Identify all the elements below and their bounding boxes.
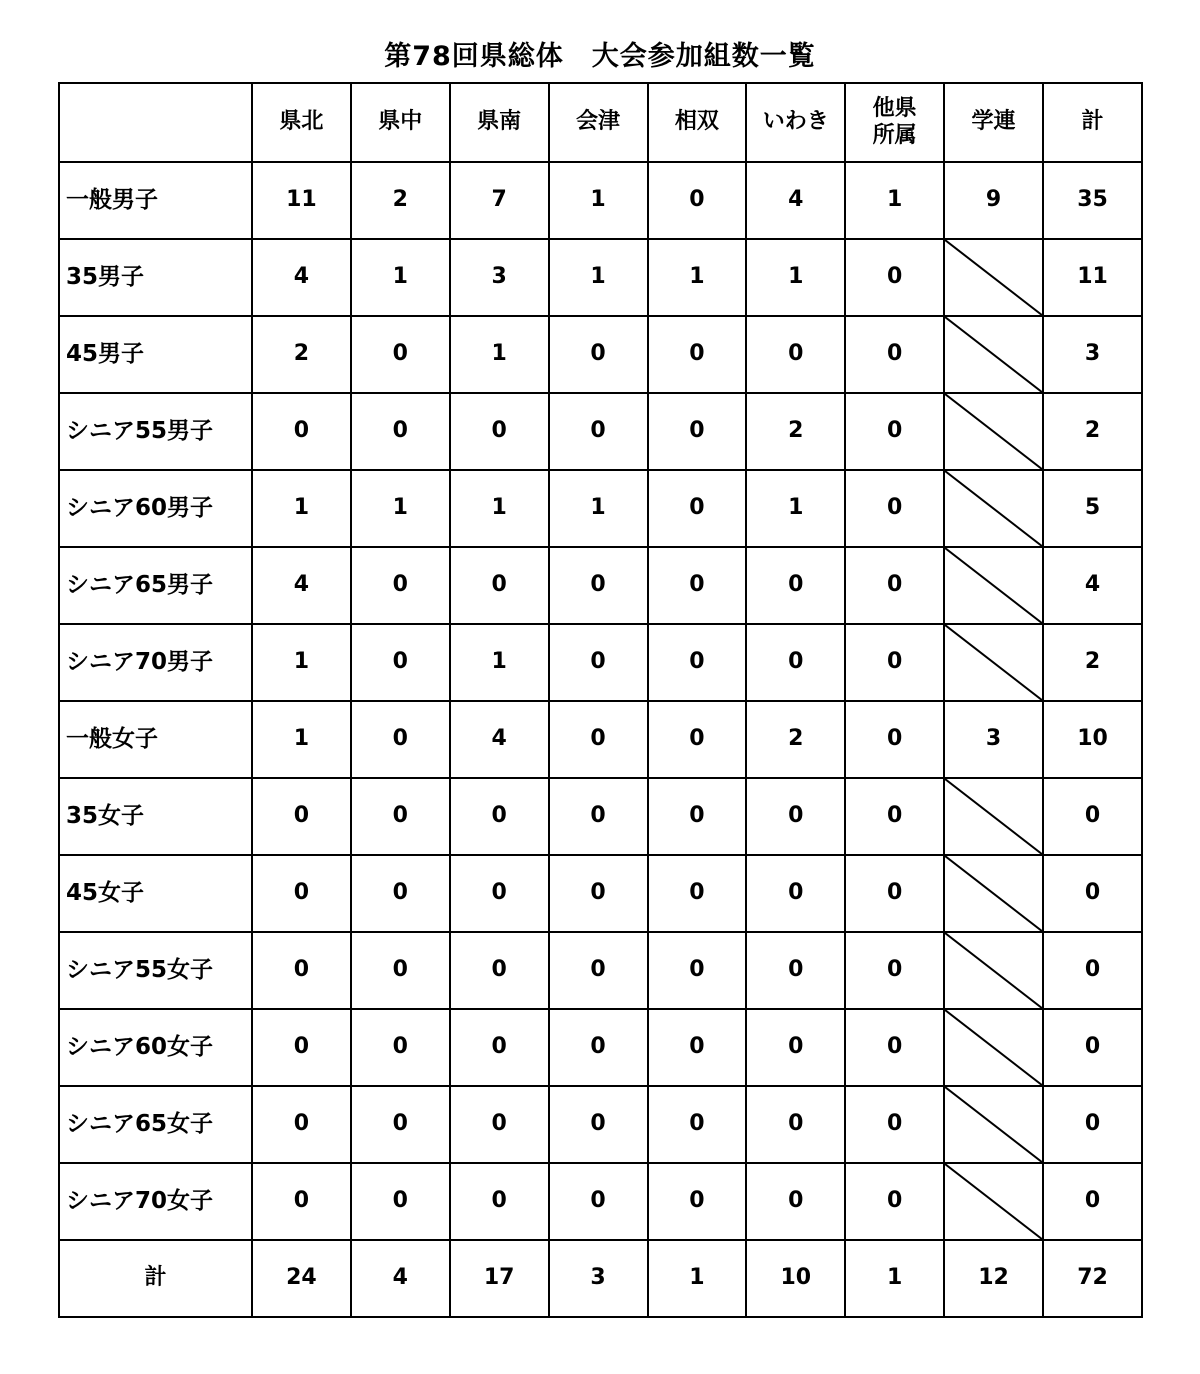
column-header: いわき — [746, 83, 845, 162]
table-cell: 0 — [450, 932, 549, 1009]
table-cell: 11 — [1043, 239, 1142, 316]
header-corner — [59, 83, 252, 162]
table-cell: 0 — [252, 855, 351, 932]
table-cell: 9 — [944, 162, 1043, 239]
table-cell: 1 — [845, 162, 944, 239]
empty-cell-slash — [944, 316, 1043, 393]
empty-cell-slash — [944, 1163, 1043, 1240]
table-cell: 0 — [845, 470, 944, 547]
total-row — [59, 1240, 1142, 1317]
table-cell: 2 — [1043, 624, 1142, 701]
table-cell: 1 — [252, 624, 351, 701]
table-cell: 0 — [1043, 855, 1142, 932]
table-cell: 0 — [1043, 1163, 1142, 1240]
empty-cell-slash — [944, 932, 1043, 1009]
table-cell: 0 — [549, 1009, 648, 1086]
total-cell: 3 — [549, 1240, 648, 1317]
table-cell: 0 — [252, 932, 351, 1009]
table-cell: 3 — [450, 239, 549, 316]
table-cell: 0 — [746, 932, 845, 1009]
table-cell: 0 — [450, 1163, 549, 1240]
table-cell: 0 — [450, 1086, 549, 1163]
table-cell: 0 — [845, 547, 944, 624]
table-cell: 0 — [746, 1086, 845, 1163]
row-label: シニア70女子 — [59, 1163, 252, 1240]
table-cell: 0 — [450, 1009, 549, 1086]
table-cell: 4 — [746, 162, 845, 239]
table-cell: 4 — [252, 239, 351, 316]
table-row — [59, 470, 1142, 547]
table-row — [59, 162, 1142, 239]
row-label: 35女子 — [59, 778, 252, 855]
column-header: 計 — [1043, 83, 1142, 162]
table-cell: 0 — [351, 1163, 450, 1240]
table-cell: 0 — [351, 624, 450, 701]
table-cell: 4 — [1043, 547, 1142, 624]
table-cell: 0 — [648, 1086, 747, 1163]
column-header: 会津 — [549, 83, 648, 162]
table-cell: 0 — [648, 547, 747, 624]
table-cell: 0 — [450, 393, 549, 470]
table-cell: 0 — [648, 855, 747, 932]
table-cell: 11 — [252, 162, 351, 239]
empty-cell-slash — [944, 855, 1043, 932]
table-cell: 1 — [549, 470, 648, 547]
table-cell: 5 — [1043, 470, 1142, 547]
table-row — [59, 932, 1142, 1009]
row-label: シニア65男子 — [59, 547, 252, 624]
empty-cell-slash — [944, 624, 1043, 701]
table-cell: 0 — [845, 239, 944, 316]
table-cell: 0 — [450, 547, 549, 624]
table-cell: 0 — [351, 316, 450, 393]
table-cell: 0 — [648, 470, 747, 547]
table-cell: 1 — [351, 470, 450, 547]
table-row — [59, 239, 1142, 316]
empty-cell-slash — [944, 778, 1043, 855]
total-cell: 72 — [1043, 1240, 1142, 1317]
empty-cell-slash — [944, 1086, 1043, 1163]
table-row — [59, 316, 1142, 393]
table-row — [59, 624, 1142, 701]
table-cell: 1 — [252, 470, 351, 547]
table-cell: 0 — [746, 316, 845, 393]
table-cell: 1 — [746, 239, 845, 316]
table-cell: 0 — [648, 162, 747, 239]
total-cell: 1 — [845, 1240, 944, 1317]
row-label: 一般男子 — [59, 162, 252, 239]
table-cell: 0 — [845, 624, 944, 701]
empty-cell-slash — [944, 547, 1043, 624]
column-header: 相双 — [648, 83, 747, 162]
row-label: シニア65女子 — [59, 1086, 252, 1163]
table-cell: 0 — [351, 1009, 450, 1086]
header-row — [59, 83, 1142, 162]
table-cell: 1 — [746, 470, 845, 547]
total-cell: 12 — [944, 1240, 1043, 1317]
table-cell: 0 — [549, 547, 648, 624]
table-cell: 0 — [845, 855, 944, 932]
participation-table — [58, 82, 1143, 1318]
table-cell: 0 — [648, 624, 747, 701]
empty-cell-slash — [944, 393, 1043, 470]
table-row — [59, 1163, 1142, 1240]
table-cell: 1 — [648, 239, 747, 316]
table-cell: 4 — [252, 547, 351, 624]
table-cell: 0 — [845, 778, 944, 855]
table-cell: 3 — [944, 701, 1043, 778]
table-cell: 2 — [1043, 393, 1142, 470]
table-cell: 0 — [549, 1163, 648, 1240]
table-cell: 0 — [351, 855, 450, 932]
row-label: シニア70男子 — [59, 624, 252, 701]
row-label: シニア60女子 — [59, 1009, 252, 1086]
table-cell: 0 — [450, 778, 549, 855]
table-cell: 1 — [450, 470, 549, 547]
table-row — [59, 1009, 1142, 1086]
table-cell: 0 — [351, 1086, 450, 1163]
table-cell: 7 — [450, 162, 549, 239]
table-row — [59, 778, 1142, 855]
empty-cell-slash — [944, 239, 1043, 316]
table-cell: 0 — [648, 1163, 747, 1240]
table-cell: 2 — [252, 316, 351, 393]
table-row — [59, 547, 1142, 624]
table-cell: 0 — [1043, 1009, 1142, 1086]
table-cell: 1 — [549, 239, 648, 316]
table-cell: 2 — [746, 393, 845, 470]
table-cell: 0 — [252, 393, 351, 470]
total-label: 計 — [59, 1240, 252, 1317]
table-cell: 0 — [845, 932, 944, 1009]
table-cell: 0 — [648, 701, 747, 778]
table-cell: 0 — [648, 778, 747, 855]
table-cell: 0 — [845, 316, 944, 393]
total-cell: 10 — [746, 1240, 845, 1317]
table-cell: 0 — [648, 1009, 747, 1086]
table-cell: 3 — [1043, 316, 1142, 393]
table-row — [59, 855, 1142, 932]
table-cell: 0 — [549, 316, 648, 393]
table-cell: 0 — [549, 624, 648, 701]
table-cell: 0 — [746, 1163, 845, 1240]
table-cell: 35 — [1043, 162, 1142, 239]
row-label: 45男子 — [59, 316, 252, 393]
table-cell: 0 — [351, 932, 450, 1009]
table-cell: 2 — [746, 701, 845, 778]
table-cell: 1 — [549, 162, 648, 239]
table-cell: 0 — [252, 1086, 351, 1163]
row-label: シニア55女子 — [59, 932, 252, 1009]
table-cell: 0 — [351, 547, 450, 624]
empty-cell-slash — [944, 1009, 1043, 1086]
column-header: 県中 — [351, 83, 450, 162]
total-cell: 24 — [252, 1240, 351, 1317]
table-cell: 0 — [845, 701, 944, 778]
table-cell: 0 — [746, 624, 845, 701]
table-cell: 0 — [845, 1086, 944, 1163]
table-cell: 0 — [549, 932, 648, 1009]
row-label: 45女子 — [59, 855, 252, 932]
table-cell: 1 — [351, 239, 450, 316]
table-cell: 4 — [450, 701, 549, 778]
table-cell: 0 — [1043, 932, 1142, 1009]
table-cell: 0 — [549, 855, 648, 932]
row-label: シニア55男子 — [59, 393, 252, 470]
column-header: 学連 — [944, 83, 1043, 162]
row-label: 35男子 — [59, 239, 252, 316]
table-cell: 0 — [252, 778, 351, 855]
table-cell: 0 — [746, 547, 845, 624]
table-cell: 0 — [549, 1086, 648, 1163]
table-cell: 2 — [351, 162, 450, 239]
table-cell: 0 — [351, 701, 450, 778]
table-cell: 0 — [1043, 778, 1142, 855]
table-row — [59, 1086, 1142, 1163]
column-header: 県南 — [450, 83, 549, 162]
table-cell: 1 — [450, 624, 549, 701]
table-cell: 0 — [746, 778, 845, 855]
table-cell: 0 — [252, 1163, 351, 1240]
table-cell: 0 — [746, 1009, 845, 1086]
page-title: 第78回県総体 大会参加組数一覧 — [384, 41, 816, 72]
table-cell: 1 — [450, 316, 549, 393]
table-row — [59, 701, 1142, 778]
table-body — [59, 162, 1142, 1240]
table-cell: 0 — [845, 1163, 944, 1240]
total-cell: 4 — [351, 1240, 450, 1317]
table-cell: 0 — [746, 855, 845, 932]
table-cell: 10 — [1043, 701, 1142, 778]
column-header: 他県 所属 — [845, 83, 944, 162]
table-cell: 0 — [450, 855, 549, 932]
total-cell: 1 — [648, 1240, 747, 1317]
table-cell: 1 — [252, 701, 351, 778]
table-cell: 0 — [351, 778, 450, 855]
table-cell: 0 — [845, 1009, 944, 1086]
table-cell: 0 — [648, 316, 747, 393]
total-cell: 17 — [450, 1240, 549, 1317]
table-cell: 0 — [549, 701, 648, 778]
table-cell: 0 — [351, 393, 450, 470]
table-cell: 0 — [1043, 1086, 1142, 1163]
table-cell: 0 — [549, 778, 648, 855]
table-cell: 0 — [252, 1009, 351, 1086]
table-cell: 0 — [549, 393, 648, 470]
table-cell: 0 — [845, 393, 944, 470]
table-cell: 0 — [648, 393, 747, 470]
table-row — [59, 393, 1142, 470]
row-label: 一般女子 — [59, 701, 252, 778]
table-cell: 0 — [648, 932, 747, 1009]
empty-cell-slash — [944, 470, 1043, 547]
column-header: 県北 — [252, 83, 351, 162]
row-label: シニア60男子 — [59, 470, 252, 547]
